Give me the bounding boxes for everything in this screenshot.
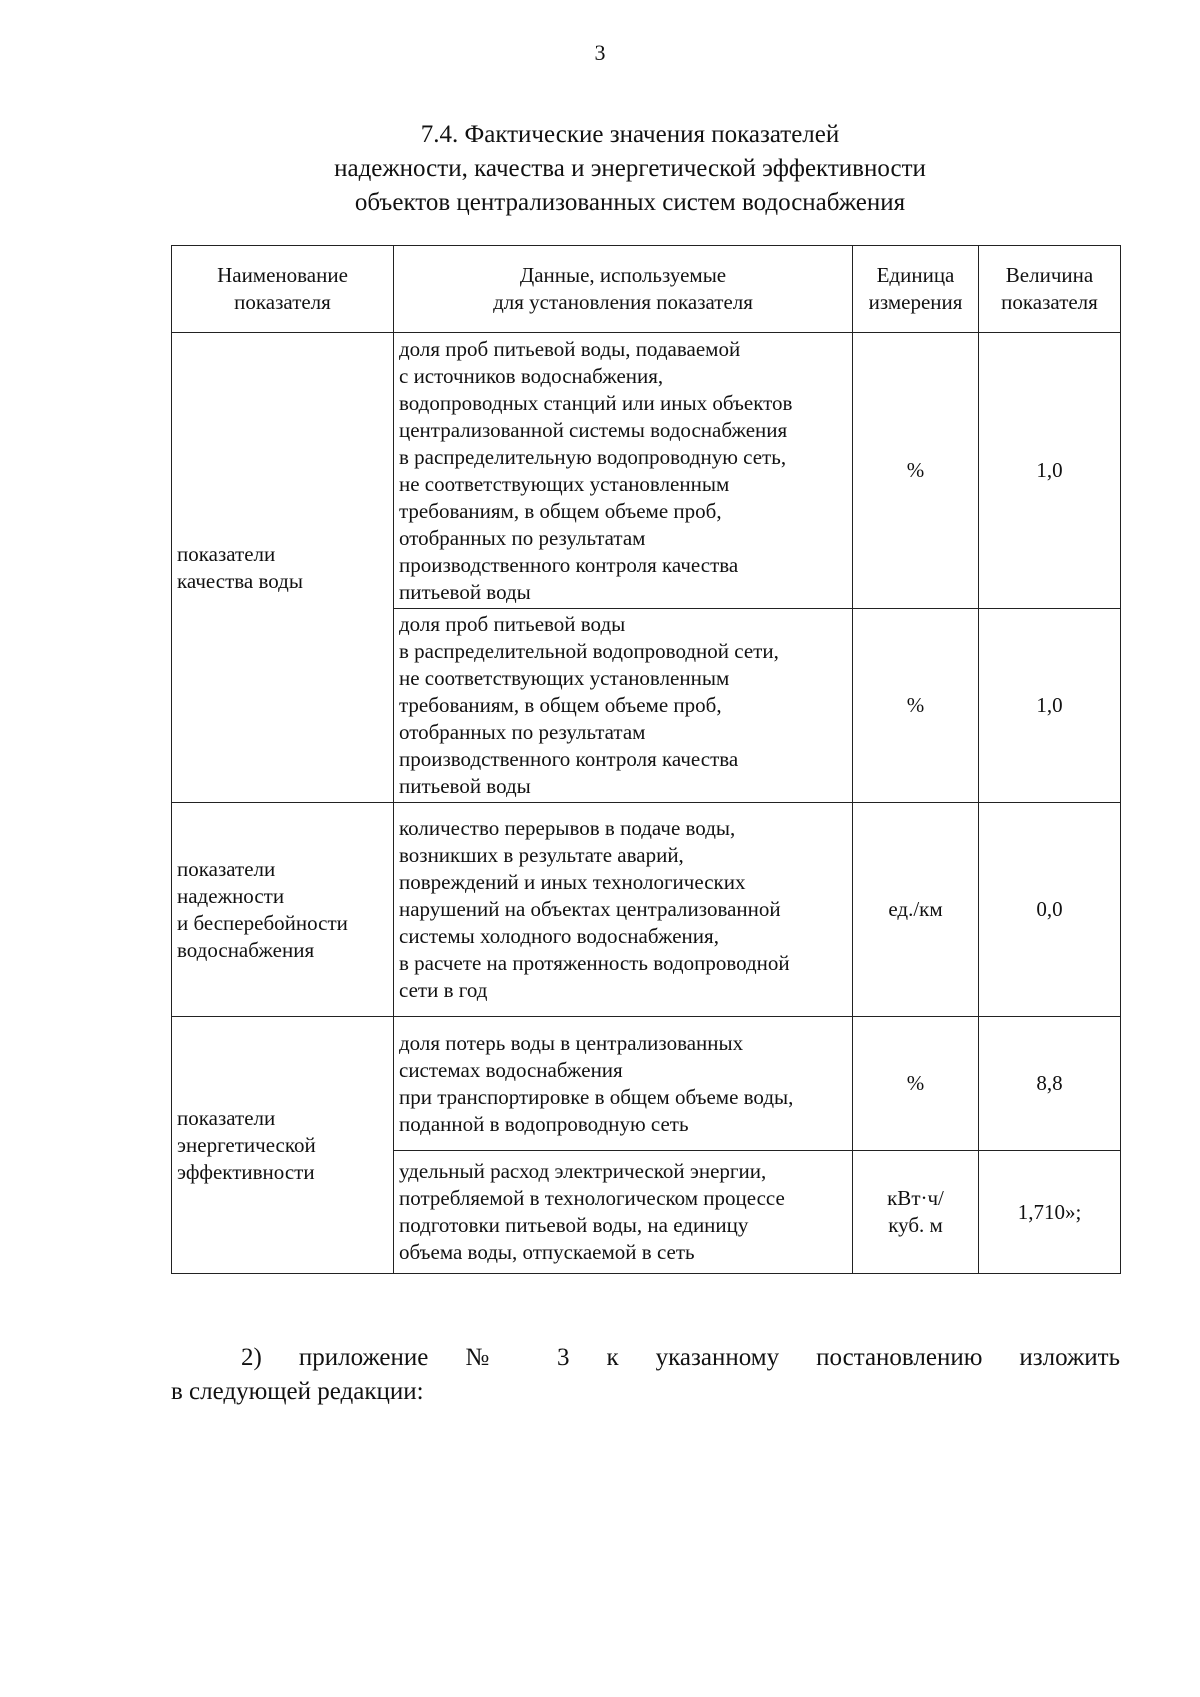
header-line: Данные, используемые (519, 263, 727, 287)
indicator-data-line: питьевой воды (399, 774, 531, 798)
unit-cell (853, 1151, 979, 1274)
header-line: Наименование (217, 263, 348, 287)
unit-line: % (906, 1071, 925, 1095)
indicator-data-line: объема воды, отпускаемой в сеть (399, 1240, 695, 1264)
indicator-name-line: водоснабжения (177, 937, 315, 962)
table-body (172, 333, 1121, 1274)
indicator-data-line: водопроводных станций или иных объектов (399, 390, 793, 415)
indicator-name-line: энергетической (177, 1132, 316, 1157)
indicator-data-line: сети в год (399, 978, 488, 1002)
unit-cell (853, 803, 979, 1017)
indicator-data-line: доля проб питьевой воды, подаваемой (399, 336, 741, 361)
indicator-data-line: в расчете на протяженность водопроводной (399, 951, 790, 975)
indicator-data-line: требованиям, в общем объеме проб, (399, 693, 722, 717)
indicator-data-line: доля потерь воды в централизованных (399, 1030, 744, 1055)
table-row (172, 1017, 1121, 1151)
header-line: Единица (876, 263, 955, 287)
header-line: Величина (1005, 263, 1094, 287)
value-cell: 1,710»; (979, 1151, 1121, 1274)
indicator-data-line: производственного контроля качества (399, 747, 739, 771)
indicator-data-line: в распределительной водопроводной сети, (399, 639, 779, 663)
indicator-data-line: не соответствующих установленным (399, 471, 730, 496)
indicator-data-cell (394, 1017, 853, 1151)
value-cell: 0,0 (979, 803, 1121, 1017)
unit-line: % (906, 693, 925, 717)
indicator-data-line: системах водоснабжения (399, 1057, 623, 1082)
indicator-data-line: потребляемой в технологическом процессе (399, 1186, 785, 1210)
indicator-data-line: питьевой воды (399, 579, 531, 604)
indicator-data-line: в распределительную водопроводную сеть, (399, 444, 787, 469)
indicator-data-line: повреждений и иных технологических (399, 870, 746, 894)
unit-cell (853, 333, 979, 609)
indicator-data-line: отобранных по результатам (399, 525, 646, 550)
indicator-data-line: системы холодного водоснабжения, (399, 924, 719, 948)
header-line: показателя (1001, 290, 1098, 314)
indicator-data-line: поданной в водопроводную сеть (399, 1111, 689, 1136)
header-line: измерения (868, 290, 963, 314)
table-row (172, 803, 1121, 1017)
unit-cell (853, 1017, 979, 1151)
indicator-data-line: возникших в результате аварий, (399, 843, 684, 867)
indicator-name-line: надежности (177, 883, 285, 908)
amendment-paragraph-continuation: в следующей редакции: (171, 1378, 424, 1405)
header-data (394, 246, 853, 333)
value-cell: 8,8 (979, 1017, 1121, 1151)
indicator-name-line: показатели (177, 1105, 276, 1130)
header-value (979, 246, 1121, 333)
indicator-data-cell (394, 1151, 853, 1274)
header-name (172, 246, 394, 333)
indicator-data-cell (394, 609, 853, 803)
unit-line: ед./км (888, 897, 943, 921)
indicator-data-line: количество перерывов в подаче воды, (399, 816, 736, 840)
indicator-name-line: показатели (177, 541, 276, 566)
table-header-row (172, 246, 1121, 333)
indicator-data-line: доля проб питьевой воды (399, 612, 626, 636)
amendment-paragraph: 2) приложение № 3 к указанному постановлению изложить (241, 1344, 1120, 1371)
unit-cell (853, 609, 979, 803)
indicator-data-line: нарушений на объектах централизованной (399, 897, 781, 921)
value-cell: 1,0 (979, 609, 1121, 803)
unit-line: % (906, 458, 925, 482)
indicator-name-line: и бесперебойности (177, 910, 348, 935)
header-line: для установления показателя (493, 290, 753, 314)
table-row (172, 333, 1121, 609)
header-line: показателя (234, 290, 331, 314)
unit-line: куб. м (888, 1213, 943, 1237)
title-line: 7.4. Фактические значения показателей (420, 121, 840, 148)
indicator-data-line: при транспортировке в общем объеме воды, (399, 1084, 794, 1109)
indicator-data-cell (394, 803, 853, 1017)
page-number: 3 (594, 40, 606, 65)
indicator-data-line: с источников водоснабжения, (399, 363, 664, 388)
indicator-data-line: подготовки питьевой воды, на единицу (399, 1213, 749, 1237)
indicator-data-line: производственного контроля качества (399, 552, 739, 577)
indicator-data-line: не соответствующих установленным (399, 666, 730, 690)
indicator-name-cell (172, 333, 394, 803)
indicator-data-cell (394, 333, 853, 609)
indicator-name-line: качества воды (177, 568, 303, 593)
indicators-table (171, 245, 1121, 1274)
value-cell: 1,0 (979, 333, 1121, 609)
unit-line: кВт·ч/ (887, 1186, 944, 1210)
indicator-data-line: централизованной системы водоснабжения (399, 417, 788, 442)
title-line: объектов централизованных систем водоснабжения (354, 189, 906, 216)
indicator-name-line: эффективности (177, 1159, 315, 1184)
section-title (140, 118, 1120, 220)
indicator-data-line: отобранных по результатам (399, 720, 646, 744)
title-line: надежности, качества и энергетической эффективности (334, 155, 926, 182)
indicator-data-line: удельный расход электрической энергии, (399, 1159, 767, 1183)
indicator-name-cell (172, 1017, 394, 1274)
indicator-name-cell (172, 803, 394, 1017)
header-unit (853, 246, 979, 333)
indicator-data-line: требованиям, в общем объеме проб, (399, 498, 722, 523)
indicator-name-line: показатели (177, 856, 276, 881)
